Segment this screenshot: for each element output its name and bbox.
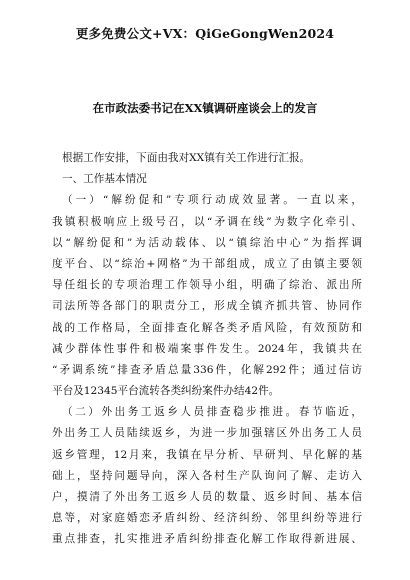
paragraph-line: “矛调系统”排查矛盾总量336件，化解292件；通过信访	[52, 363, 362, 376]
document-title: 在市政法委书记在XX镇调研座谈会上的发言	[92, 101, 318, 115]
promo-header: 更多免费公文+VX：QiGeGongWen2024	[75, 26, 335, 41]
paragraph-line: 户，摸清了外出务工返乡人员的数量、返乡时间、基本信	[52, 491, 362, 503]
paragraph-line: 重点排查，扎实推进矛盾纠纷排查化解工作取得新进展、	[52, 533, 362, 546]
paragraph-line: （二）外出务工返乡人员排查稳步推进。春节临近，	[62, 406, 362, 419]
paragraph-line: 战的工作格局，全面排查化解各类矛盾风险，有效预防和	[52, 321, 362, 334]
paragraph-line: 平台及12345平台流转各类纠纷案件办结42件。	[52, 385, 280, 398]
paragraph-line: 司法所等各部门的职责分工，形成全镇齐抓共管、协同作	[52, 300, 362, 313]
paragraph-line: 返乡管理，12月来，我镇在早分析、早研判、早化解的基	[52, 448, 362, 461]
paragraph-line: 以“解纷促和”为活动载体、以“镇综治中心”为指挥调	[52, 236, 362, 249]
paragraph-line: 外出务工人员陆续返乡，为进一步加强辖区外出务工人员	[52, 427, 362, 440]
paragraph-line: 减少群体性事件和极端案事件发生。2024年，我镇共在	[52, 342, 362, 355]
paragraph-line: 我镇积极响应上级号召，以“矛调在线”为数字化牵引、	[52, 215, 362, 228]
paragraph-line: （一）“解纷促和”专项行动成效显著。一直以来，	[62, 194, 362, 207]
paragraph-line: 根据工作安排，下面由我对XX镇有关工作进行汇报。	[62, 152, 311, 164]
section-heading: 一、工作基本情况	[62, 173, 147, 186]
paragraph-line: 度平台、以“综治+网格”为干部组成，成立了由镇主要领	[52, 257, 362, 270]
paragraph-line: 导任组长的专项治理工作领导小组，明确了综治、派出所	[52, 279, 362, 292]
paragraph-line: 础上，坚持问题导向，深入各村生产队询问了解、走访入	[52, 469, 362, 482]
paragraph-line: 息等，对家庭婚恋矛盾纠纷、经济纠纷、邻里纠纷等进行	[52, 512, 362, 525]
document-body	[52, 148, 362, 551]
